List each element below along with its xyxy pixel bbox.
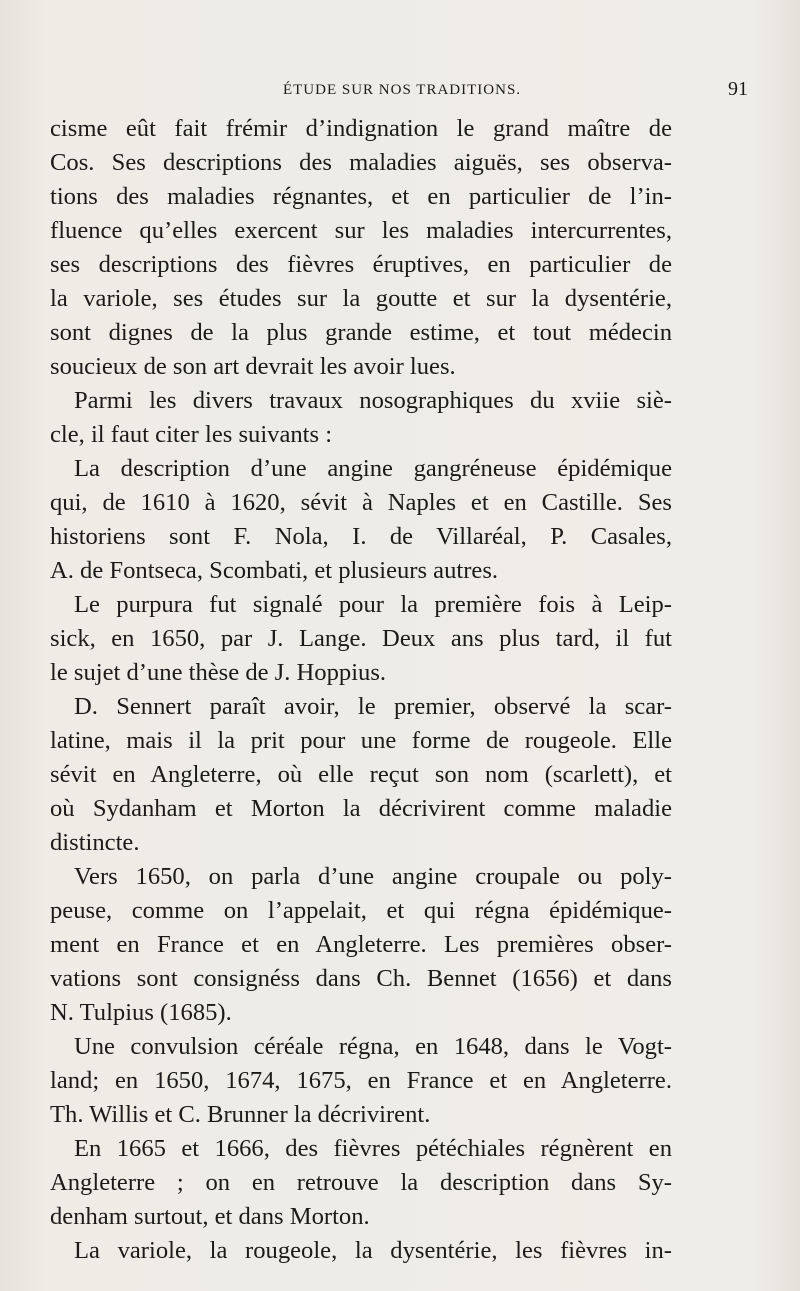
paragraph xyxy=(50,112,672,384)
paragraph xyxy=(50,860,672,1030)
text-line: vations sont consignéss dans Ch. Bennet (1656) et dans xyxy=(50,965,672,992)
text-line: cisme eût fait frémir d’indignation le grand maître de xyxy=(50,115,672,142)
text-line: où Sydanham et Morton la décrivirent comme maladie xyxy=(50,795,672,822)
text-line: cle, il faut citer les suivants : xyxy=(50,421,333,448)
text-line: la variole, ses études sur la goutte et sur la dysentérie, xyxy=(50,285,672,312)
text-line: qui, de 1610 à 1620, sévit à Naples et en Castille. Ses xyxy=(50,489,672,516)
text-line: La variole, la rougeole, la dysentérie, les fièvres in- xyxy=(74,1237,672,1264)
text-line: Th. Willis et C. Brunner la décrivirent. xyxy=(50,1101,431,1128)
text-line: land; en 1650, 1674, 1675, en France et en Angleterre. xyxy=(50,1067,672,1094)
text-line: sont dignes de la plus grande estime, et tout médecin xyxy=(50,319,672,346)
text-line: Une convulsion céréale régna, en 1648, dans le Vogt- xyxy=(74,1033,672,1060)
page-number: 91 xyxy=(728,78,748,100)
text-line: denham surtout, et dans Morton. xyxy=(50,1203,370,1230)
paragraph xyxy=(50,1234,672,1268)
running-head-title: ÉTUDE SUR NOS TRADITIONS. xyxy=(282,82,522,98)
paragraph xyxy=(50,690,672,860)
text-line: Le purpura fut signalé pour la première fois à Leip- xyxy=(74,591,672,618)
paragraph xyxy=(50,588,672,690)
paragraph xyxy=(50,1030,672,1132)
text-line: Vers 1650, on parla d’une angine croupale ou poly- xyxy=(74,863,672,890)
text-line: fluence qu’elles exercent sur les maladies intercurrentes, xyxy=(50,217,672,244)
text-line: historiens sont F. Nola, I. de Villaréal, P. Casales, xyxy=(50,523,672,550)
paragraph xyxy=(50,384,672,452)
text-line: Parmi les divers travaux nosographiques du xviie siè- xyxy=(74,387,672,414)
text-line: tions des maladies régnantes, et en particulier de l’in- xyxy=(50,183,672,210)
text-line: ment en France et en Angleterre. Les premières obser- xyxy=(50,931,672,958)
text-line: Angleterre ; on en retrouve la description dans Sy- xyxy=(50,1169,672,1196)
paragraph xyxy=(50,452,672,588)
running-head xyxy=(52,78,752,104)
text-line: soucieux de son art devrait les avoir lues. xyxy=(50,353,456,380)
text-line: La description d’une angine gangréneuse épidémique xyxy=(74,455,672,482)
text-line: sévit en Angleterre, où elle reçut son nom (scarlett), et xyxy=(50,761,672,788)
text-line: distincte. xyxy=(50,829,140,856)
text-line: A. de Fontseca, Scombati, et plusieurs autres. xyxy=(50,557,499,584)
text-line: ses descriptions des fièvres éruptives, en particulier de xyxy=(50,251,672,278)
body-text xyxy=(50,112,672,1268)
text-line: peuse, comme on l’appelait, et qui régna épidémique- xyxy=(50,897,672,924)
text-line: le sujet d’une thèse de J. Hoppius. xyxy=(50,659,387,686)
text-line: N. Tulpius (1685). xyxy=(50,999,232,1026)
text-line: D. Sennert paraît avoir, le premier, observé la scar- xyxy=(74,693,672,720)
paragraph xyxy=(50,1132,672,1234)
text-line: Cos. Ses descriptions des maladies aiguës, ses observa- xyxy=(50,149,672,176)
text-line: En 1665 et 1666, des fièvres pétéchiales régnèrent en xyxy=(74,1135,672,1162)
text-line: latine, mais il la prit pour une forme de rougeole. Elle xyxy=(50,727,672,754)
text-line: sick, en 1650, par J. Lange. Deux ans plus tard, il fut xyxy=(50,625,672,652)
